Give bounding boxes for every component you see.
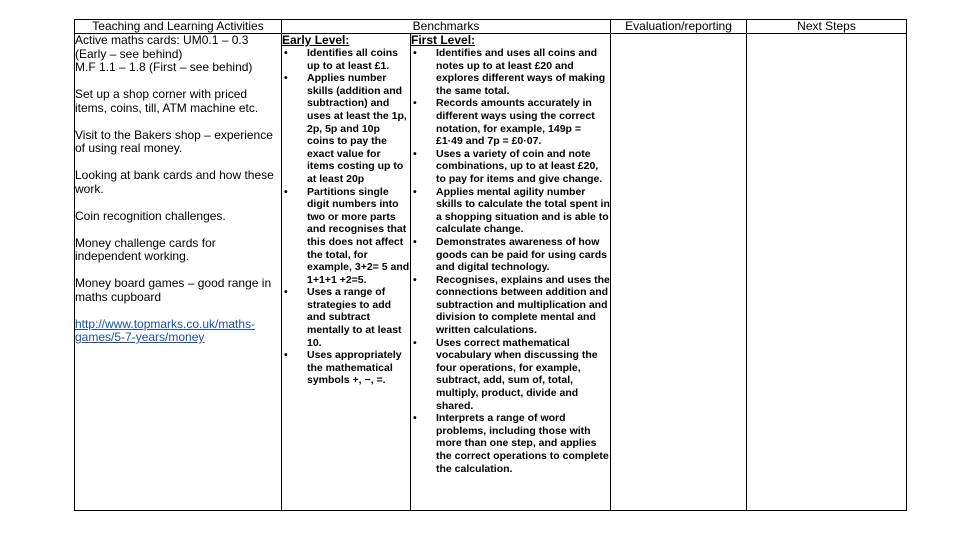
activity-bank-cards: Looking at bank cards and how these work.	[75, 168, 274, 196]
evaluation-cell[interactable]	[611, 34, 747, 511]
first-benchmark-item: • Uses a variety of coin and note combinations, up to at least £20, to pay for items and give change.	[411, 148, 610, 186]
early-benchmark-item: • Partitions single digit numbers into two or more parts and recognises that this does not affect the total, for example, 3+2= 5 and 1+1+1 +2=5.	[282, 186, 410, 287]
planning-table	[74, 19, 907, 511]
header-evaluation: Evaluation/reporting	[611, 20, 747, 34]
activity-maths-cards-line2: (Early – see behind)	[75, 46, 183, 61]
first-level-list	[411, 47, 610, 475]
first-benchmark-item: • Applies mental agility number skills to calculate the total spent in a shopping situation and is able to calculate change.	[411, 186, 610, 236]
content-row	[75, 34, 907, 511]
first-benchmark-item: • Records amounts accurately in different ways using the correct notation, for example, 149p = £1·49 and 7p = £0·07.	[411, 97, 610, 147]
early-benchmark-item: • Uses appropriately the mathematical symbols +, −, =.	[282, 349, 410, 387]
header-next-steps: Next Steps	[747, 20, 907, 34]
first-benchmark-item: • Demonstrates awareness of how goods can be paid for using cards and digital technology.	[411, 236, 610, 274]
activity-bakers-visit: Visit to the Bakers shop – experience of using real money.	[75, 127, 273, 155]
header-benchmarks: Benchmarks	[282, 20, 611, 34]
activity-challenge-cards: Money challenge cards for independent working.	[75, 235, 216, 263]
early-benchmark-item: • Applies number skills (addition and subtraction) and uses at least the 1p, 2p, 5p and 10p coins to pay the exact value for items costing up to at least 20p	[282, 72, 410, 185]
first-level-title: First Level:	[411, 33, 476, 47]
activity-maths-cards-line3: M.F 1.1 – 1.8 (First – see behind)	[75, 60, 253, 74]
header-activities: Teaching and Learning Activities	[75, 20, 282, 34]
header-row	[75, 20, 907, 34]
early-benchmark-item: • Uses a range of strategies to add and subtract mentally to at least 10.	[282, 286, 410, 349]
activity-maths-cards	[75, 34, 281, 75]
activity-board-games: Money board games – good range in maths cupboard	[75, 276, 272, 304]
early-level-list	[282, 47, 410, 387]
topmarks-link[interactable]: http://www.topmarks.co.uk/maths-games/5-7-years/money	[75, 316, 256, 344]
first-benchmark-item: • Uses correct mathematical vocabulary when discussing the four operations, for example, subtract, add, sum of, total, multiply, product, divide and shared.	[411, 337, 610, 413]
early-level-title: Early Level:	[282, 33, 350, 47]
first-benchmark-item: • Identifies and uses all coins and notes up to at least £20 and explores different ways of making the same total.	[411, 47, 610, 97]
next-steps-cell[interactable]	[747, 34, 907, 511]
first-level-cell	[411, 34, 611, 511]
first-benchmark-item: • Interprets a range of word problems, including those with more than one step, and applies the correct operations to complete the calculation.	[411, 412, 610, 475]
activity-maths-cards-line1: Active maths cards: UM0.1 – 0.3	[75, 33, 249, 47]
early-benchmark-item: • Identifies all coins up to at least £1.	[282, 47, 410, 72]
early-level-cell	[282, 34, 411, 511]
resource-link-para	[75, 318, 281, 345]
first-benchmark-item: • Recognises, explains and uses the connections between addition and subtraction and multiplication and division to complete mental and written calculations.	[411, 274, 610, 337]
activity-coin-recognition: Coin recognition challenges.	[75, 208, 226, 223]
activity-shop-corner: Set up a shop corner with priced items, coins, till, ATM machine etc.	[75, 87, 259, 115]
activities-cell	[75, 34, 282, 511]
